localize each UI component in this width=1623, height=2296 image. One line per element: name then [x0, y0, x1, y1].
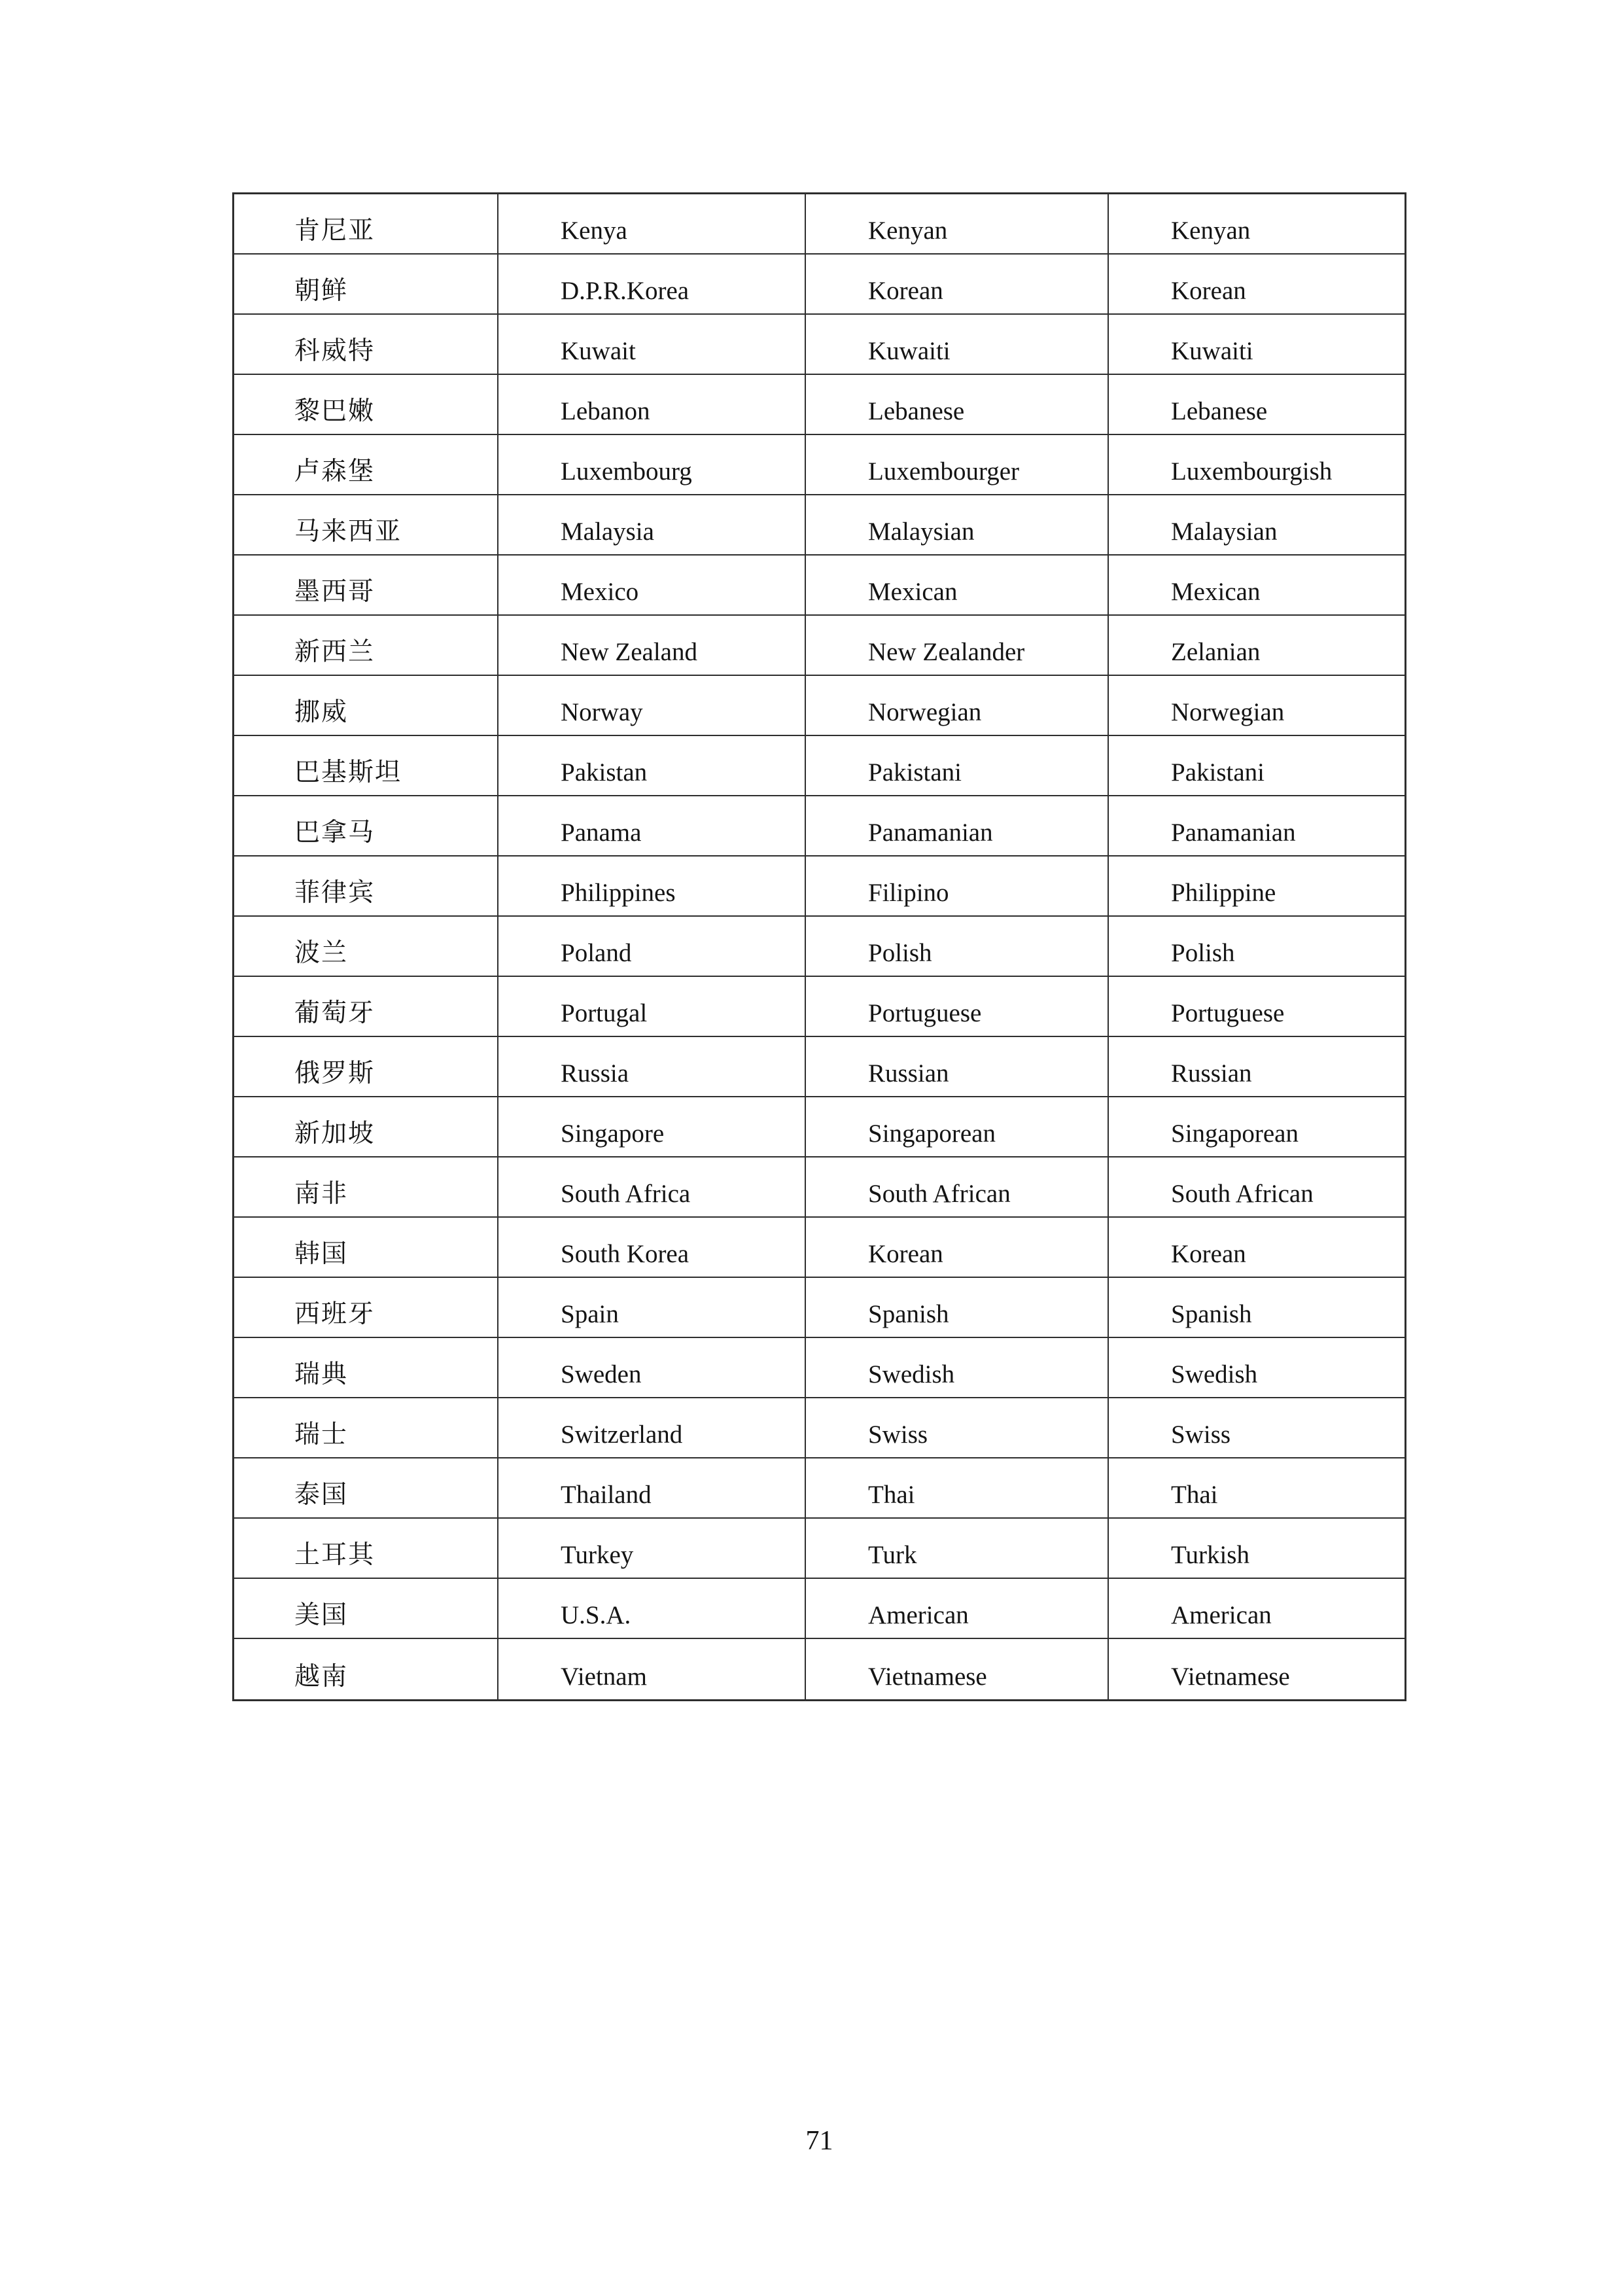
- cell-country-english: Vietnam: [498, 1639, 806, 1699]
- cell-country-chinese: 菲律宾: [234, 857, 498, 915]
- table-row: [234, 917, 1405, 977]
- cell-nationality-noun: Spanish: [806, 1278, 1109, 1337]
- cell-country-english: Spain: [498, 1278, 806, 1337]
- cell-nationality-adjective: Norwegian: [1171, 698, 1285, 727]
- cell-nationality-adjective: Zelanian: [1171, 638, 1261, 667]
- cell-nationality-adjective: Pakistani: [1171, 758, 1265, 787]
- cell-country-english: Poland: [498, 917, 806, 976]
- cell-nationality-noun: Thai: [806, 1458, 1109, 1517]
- cell-country-chinese: 新西兰: [234, 616, 498, 675]
- cell-country-chinese: 土耳其: [234, 1519, 498, 1578]
- cell-nationality-noun: Filipino: [806, 857, 1109, 915]
- cell-nationality-noun: South African: [806, 1157, 1109, 1216]
- table-row: [234, 375, 1405, 435]
- cell-nationality-adjective: Kuwaiti: [1171, 337, 1253, 366]
- cell-nationality-adjective: Philippine: [1171, 879, 1276, 908]
- cell-country-chinese: 朝鲜: [234, 255, 498, 313]
- cell-country-english: South Korea: [498, 1218, 806, 1277]
- cell-nationality-noun: Turk: [806, 1519, 1109, 1578]
- table-row: [234, 1097, 1405, 1157]
- cell-country-chinese: 俄罗斯: [234, 1037, 498, 1096]
- cell-nationality-adjective: Spanish: [1171, 1300, 1252, 1329]
- cell-country-english: Singapore: [498, 1097, 806, 1156]
- cell-nationality-noun: Kenyan: [806, 194, 1109, 253]
- cell-nationality-adjective: Luxembourgish: [1171, 457, 1333, 486]
- table-row: [234, 857, 1405, 917]
- cell-country-chinese: 墨西哥: [234, 556, 498, 614]
- cell-country-english: Kenya: [498, 194, 806, 253]
- cell-country-english: New Zealand: [498, 616, 806, 675]
- cell-country-english: Portugal: [498, 977, 806, 1036]
- cell-nationality-adjective: Thai: [1171, 1481, 1218, 1510]
- cell-country-chinese: 南非: [234, 1157, 498, 1216]
- cell-nationality-adjective: South African: [1171, 1180, 1314, 1209]
- cell-country-chinese: 巴拿马: [234, 796, 498, 855]
- cell-nationality-adjective: Polish: [1171, 939, 1235, 968]
- cell-country-english: Norway: [498, 676, 806, 735]
- cell-country-chinese: 巴基斯坦: [234, 736, 498, 795]
- cell-country-chinese: 瑞典: [234, 1338, 498, 1397]
- cell-nationality-adjective: Lebanese: [1171, 397, 1268, 426]
- table-row: [234, 1278, 1405, 1338]
- table-row: [234, 495, 1405, 556]
- cell-nationality-noun: Pakistani: [806, 736, 1109, 795]
- table-row: [234, 1338, 1405, 1398]
- cell-country-english: Malaysia: [498, 495, 806, 554]
- cell-nationality-noun: Singaporean: [806, 1097, 1109, 1156]
- cell-nationality-noun: Swiss: [806, 1398, 1109, 1457]
- cell-nationality-noun: Polish: [806, 917, 1109, 976]
- cell-nationality-adjective: Korean: [1171, 1240, 1246, 1269]
- table-row: [234, 676, 1405, 736]
- cell-nationality-noun: Malaysian: [806, 495, 1109, 554]
- table-row: [234, 556, 1405, 616]
- cell-country-chinese: 瑞士: [234, 1398, 498, 1457]
- cell-country-english: Kuwait: [498, 315, 806, 374]
- cell-country-chinese: 美国: [234, 1579, 498, 1638]
- cell-nationality-adjective: Turkish: [1171, 1541, 1249, 1570]
- cell-nationality-adjective: Swiss: [1171, 1421, 1231, 1449]
- cell-country-english: Thailand: [498, 1458, 806, 1517]
- table-row: [234, 1218, 1405, 1278]
- cell-nationality-noun: New Zealander: [806, 616, 1109, 675]
- table-row: [234, 616, 1405, 676]
- cell-nationality-adjective: Portuguese: [1171, 999, 1285, 1028]
- cell-country-english: Mexico: [498, 556, 806, 614]
- cell-country-english: South Africa: [498, 1157, 806, 1216]
- cell-nationality-noun: Korean: [806, 1218, 1109, 1277]
- cell-nationality-adjective: Panamanian: [1171, 819, 1296, 847]
- cell-country-chinese: 葡萄牙: [234, 977, 498, 1036]
- cell-country-chinese: 卢森堡: [234, 435, 498, 494]
- cell-country-english: Philippines: [498, 857, 806, 915]
- cell-nationality-noun: Korean: [806, 255, 1109, 313]
- cell-nationality-noun: Portuguese: [806, 977, 1109, 1036]
- cell-country-english: Switzerland: [498, 1398, 806, 1457]
- table-row: [234, 194, 1405, 255]
- cell-nationality-noun: Luxembourger: [806, 435, 1109, 494]
- page-number: 71: [805, 2126, 833, 2156]
- cell-nationality-noun: Panamanian: [806, 796, 1109, 855]
- cell-nationality-adjective: Korean: [1171, 277, 1246, 306]
- cell-nationality-adjective: Kenyan: [1171, 217, 1251, 245]
- cell-country-english: Luxembourg: [498, 435, 806, 494]
- cell-nationality-noun: Swedish: [806, 1338, 1109, 1397]
- cell-nationality-adjective: Mexican: [1171, 578, 1261, 607]
- cell-country-english: Lebanon: [498, 375, 806, 434]
- cell-nationality-noun: Russian: [806, 1037, 1109, 1096]
- cell-country-chinese: 泰国: [234, 1458, 498, 1517]
- cell-nationality-adjective: Russian: [1171, 1059, 1252, 1088]
- table-row: [234, 796, 1405, 857]
- cell-country-english: D.P.R.Korea: [498, 255, 806, 313]
- cell-nationality-noun: Mexican: [806, 556, 1109, 614]
- cell-nationality-noun: Vietnamese: [806, 1639, 1109, 1699]
- cell-country-english: Russia: [498, 1037, 806, 1096]
- table-row: [234, 255, 1405, 315]
- table-row: [234, 1458, 1405, 1519]
- cell-country-chinese: 西班牙: [234, 1278, 498, 1337]
- country-table: [232, 192, 1406, 1701]
- cell-country-english: Sweden: [498, 1338, 806, 1397]
- cell-country-chinese: 挪威: [234, 676, 498, 735]
- table-row: [234, 977, 1405, 1037]
- cell-country-chinese: 越南: [234, 1639, 498, 1699]
- cell-country-chinese: 马来西亚: [234, 495, 498, 554]
- cell-country-chinese: 科威特: [234, 315, 498, 374]
- cell-nationality-adjective: Swedish: [1171, 1360, 1258, 1389]
- table-row: [234, 1639, 1405, 1699]
- cell-nationality-adjective: Malaysian: [1171, 518, 1278, 546]
- cell-nationality-noun: American: [806, 1579, 1109, 1638]
- cell-country-chinese: 新加坡: [234, 1097, 498, 1156]
- cell-country-english: U.S.A.: [498, 1579, 806, 1638]
- cell-nationality-noun: Kuwaiti: [806, 315, 1109, 374]
- table-row: [234, 315, 1405, 375]
- cell-nationality-adjective: Vietnamese: [1171, 1663, 1290, 1691]
- cell-country-english: Pakistan: [498, 736, 806, 795]
- cell-country-chinese: 韩国: [234, 1218, 498, 1277]
- cell-country-chinese: 波兰: [234, 917, 498, 976]
- cell-country-chinese: 黎巴嫩: [234, 375, 498, 434]
- table-row: [234, 435, 1405, 495]
- cell-nationality-noun: Norwegian: [806, 676, 1109, 735]
- cell-country-english: Panama: [498, 796, 806, 855]
- cell-country-chinese: 肯尼亚: [234, 194, 498, 253]
- cell-nationality-adjective: Singaporean: [1171, 1120, 1299, 1148]
- cell-nationality-adjective: American: [1171, 1601, 1272, 1630]
- table-row: [234, 1579, 1405, 1639]
- cell-nationality-noun: Lebanese: [806, 375, 1109, 434]
- table-row: [234, 1157, 1405, 1218]
- table-row: [234, 1519, 1405, 1579]
- table-row: [234, 1037, 1405, 1097]
- table-row: [234, 736, 1405, 796]
- cell-country-english: Turkey: [498, 1519, 806, 1578]
- table-row: [234, 1398, 1405, 1458]
